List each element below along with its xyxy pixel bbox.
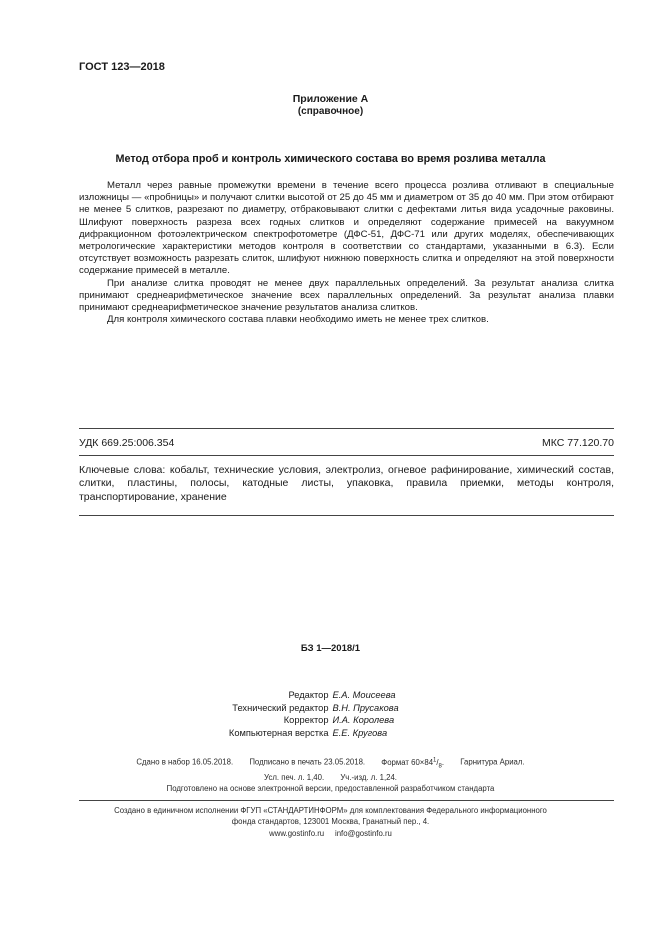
udk-code: УДК 669.25:006.354 xyxy=(79,437,175,449)
mks-code: МКС 77.120.70 xyxy=(542,437,614,449)
credit-role: Редактор xyxy=(288,690,329,700)
website-link[interactable]: www.gostinfo.ru xyxy=(269,828,325,838)
prepared-note: Подготовлено на основе электронной версии, предоставленной разработчиком стандарта xyxy=(166,784,495,794)
email-link[interactable]: info@gostinfo.ru xyxy=(334,828,392,838)
print-sheets: Усл. печ. л. 1,40. xyxy=(264,773,325,783)
submitted-date: Сдано в набор 16.05.2018. xyxy=(136,757,234,767)
credit-role: Компьютерная верстка xyxy=(228,727,329,738)
imprint-sheets xyxy=(0,772,661,783)
paper-format: Формат $60\times 84^1/_8$. xyxy=(381,757,445,770)
credit-role: Технический редактор xyxy=(232,702,329,713)
appendix-subtitle: (справочное) xyxy=(297,106,364,117)
footer-contacts xyxy=(0,828,661,839)
credits-block xyxy=(0,689,661,739)
credit-name: В.Н. Прусакова xyxy=(332,702,399,713)
body-text xyxy=(79,180,614,326)
footer-divider xyxy=(79,800,614,801)
paragraph-control: Для контроля химического состава плавки необходимо иметь не менее трех слитков. xyxy=(107,314,489,326)
credit-proofreader xyxy=(0,714,661,727)
paragraph-analysis: При анализе слитка проводят не менее двух параллельных определений. За результат анализа слитка принимают среднеарифметическое значение всех параллельных определений. За результат анализа плавки принимают среднеарифметическое значение результатов анализа слитков. xyxy=(79,277,614,314)
imprint xyxy=(0,755,661,794)
imprint-dates xyxy=(0,755,661,772)
credit-name: Е.А. Моисеева xyxy=(332,690,396,700)
credit-layout xyxy=(0,727,661,740)
credit-role: Корректор xyxy=(283,715,329,725)
bz-number: БЗ 1—2018/1 xyxy=(300,643,361,654)
footer-line1: Создано в единичном исполнении ФГУП «СТАНДАРТИНФОРМ» для комплектования Федерального информационного xyxy=(114,806,547,815)
footer xyxy=(0,805,661,839)
divider-middle xyxy=(79,455,614,456)
credit-name: И.А. Королева xyxy=(332,715,395,725)
paragraph-sampling: Металл через равные промежутки времени в течение всего процесса розлива отливают в специальные изложницы — «пробницы» и получают слитки высотой от 25 до 45 мм и диаметром от 35 до 40 мм. При этом отбирают не менее 5 слитков, разрезают по диаметру, отбраковывают слитки с дефектами литья вида усадочные раковины. Шлифуют поверхность разреза всех годных слитков и определяют содержание примесей на вакуумном дифракционном фотоэлектрическом спектрофотометре (ДФС-51, ДФС-71 или других моделях, обеспечивающих метрологические характеристики методов контроля в соответствии со стандартами, указанными в 6.3). Если отсутствует возможность разрезать слиток, шлифуют нижнюю поверхность слитка и определяют на этой поверхности содержание примесей в металле. xyxy=(79,180,614,277)
credit-tech-editor xyxy=(0,702,661,715)
keywords: Ключевые слова: кобальт, технические условия, электролиз, огневое рафинирование, химический состав, слитки, пластины, полосы, катодные листы, упаковка, правила приемки, методы контроля, транспортирование, хранение xyxy=(79,464,614,503)
publication-sheets: Уч.-изд. л. 1,24. xyxy=(340,773,397,783)
divider-bottom xyxy=(79,515,614,516)
credit-editor xyxy=(0,689,661,702)
section-title: Метод отбора проб и контроль химического состава во время розлива металла xyxy=(115,153,546,165)
divider-top xyxy=(79,428,614,429)
typeface: Гарнитура Ариал. xyxy=(460,757,525,767)
credit-name: Е.Е. Кругова xyxy=(332,727,388,738)
footer-line2: фонда стандартов, 123001 Москва, Гранатный пер., 4. xyxy=(231,817,430,827)
standard-number: ГОСТ 123—2018 xyxy=(79,61,165,73)
signed-date: Подписано в печать 23.05.2018. xyxy=(249,757,366,767)
appendix-title: Приложение А xyxy=(292,93,369,105)
